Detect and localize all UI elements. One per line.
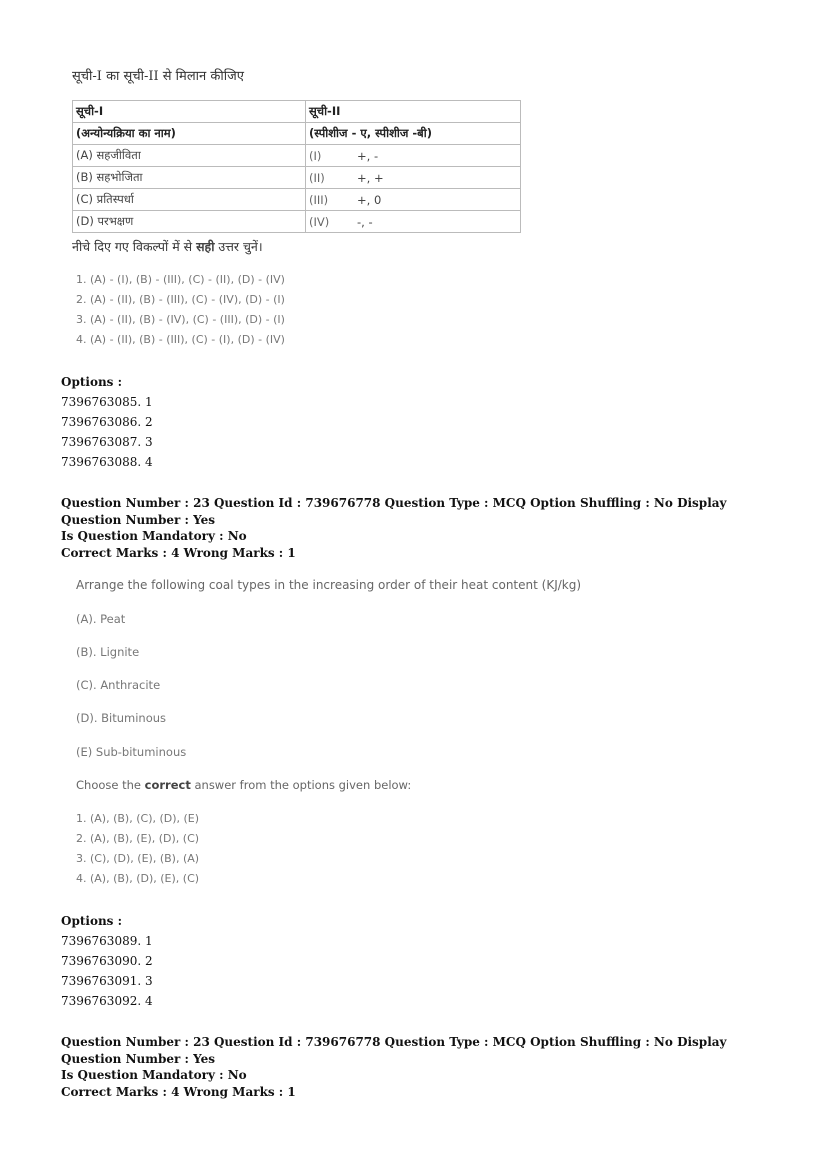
sign-value: +, 0 <box>357 192 382 207</box>
option-item: 7396763087. 3 <box>61 435 153 449</box>
table-row <box>73 167 521 189</box>
q23-instruction <box>76 778 411 792</box>
match-table <box>72 100 521 233</box>
answer-choice: 2. (A) - (II), (B) - (III), (C) - (IV), (D) - (I) <box>76 293 285 306</box>
instruction-text: उत्तर चुनें। <box>214 239 263 254</box>
instruction-text: answer from the options given below: <box>190 778 412 792</box>
table-header-cell: (अन्योन्यक्रिया का नाम) <box>73 123 306 145</box>
sign-value: +, + <box>357 170 384 185</box>
answer-choice: 4. (A), (B), (D), (E), (C) <box>76 872 200 885</box>
options-label: Options : <box>61 914 123 928</box>
table-cell: (A) सहजीविता <box>73 145 306 167</box>
meta-line: Question Number : 23 Question Id : 739676778 Question Type : MCQ Option Shuffling : No Display Question Number : Yes <box>61 1035 727 1066</box>
roman-numeral: (III) <box>309 192 329 207</box>
answer-choice: 3. (A) - (II), (B) - (IV), (C) - (III), (D) - (I) <box>76 313 285 326</box>
answer-choice: 1. (A), (B), (C), (D), (E) <box>76 812 200 825</box>
option-item: 7396763090. 2 <box>61 954 153 968</box>
table-cell <box>306 211 521 233</box>
q23-item: (D). Bituminous <box>76 711 167 725</box>
option-item: 7396763089. 1 <box>61 934 153 948</box>
option-item: 7396763088. 4 <box>61 455 153 469</box>
table-cell: (C) प्रतिस्पर्धा <box>73 189 306 211</box>
roman-numeral: (I) <box>309 148 322 163</box>
answer-choice: 1. (A) - (I), (B) - (III), (C) - (II), (D) - (IV) <box>76 273 285 286</box>
roman-numeral: (II) <box>309 170 325 185</box>
table-header-cell: सूची-I <box>73 101 306 123</box>
q23-options <box>61 911 153 1011</box>
option-item: 7396763091. 3 <box>61 974 153 988</box>
instruction-text: Choose the <box>76 778 145 792</box>
options-label: Options : <box>61 375 123 389</box>
q23-item: (E) Sub-bituminous <box>76 745 187 759</box>
q23-answer-list <box>76 809 199 889</box>
option-item: 7396763085. 1 <box>61 395 153 409</box>
instruction-bold: correct <box>144 778 191 792</box>
answer-choice: 2. (A), (B), (E), (D), (C) <box>76 832 200 845</box>
question-meta <box>61 1034 781 1100</box>
table-header-row <box>73 101 521 123</box>
q23-question-text: Arrange the following coal types in the increasing order of their heat content (KJ/kg) <box>76 578 582 592</box>
table-cell <box>306 189 521 211</box>
q22-options <box>61 372 153 472</box>
question-meta <box>61 495 781 561</box>
q22-answer-list <box>76 270 285 350</box>
table-row <box>73 211 521 233</box>
table-cell <box>306 145 521 167</box>
instruction-bold: सही <box>196 239 215 254</box>
answer-choice: 3. (C), (D), (E), (B), (A) <box>76 852 200 865</box>
meta-line: Question Number : 23 Question Id : 739676778 Question Type : MCQ Option Shuffling : No Display Question Number : Yes <box>61 496 727 527</box>
q23-item: (C). Anthracite <box>76 678 161 692</box>
table-row <box>73 145 521 167</box>
q23-item: (A). Peat <box>76 612 126 626</box>
roman-numeral: (IV) <box>309 214 330 229</box>
meta-line: Correct Marks : 4 Wrong Marks : 1 <box>61 1084 296 1099</box>
table-header-cell: सूची-II <box>306 101 521 123</box>
q22-title: सूची-I का सूची-II से मिलान कीजिए <box>72 69 244 84</box>
sign-value: -, - <box>357 214 373 229</box>
q22-instruction <box>72 238 263 255</box>
table-cell: (B) सहभोजिता <box>73 167 306 189</box>
option-item: 7396763086. 2 <box>61 415 153 429</box>
table-cell: (D) परभक्षण <box>73 211 306 233</box>
table-header-row <box>73 123 521 145</box>
sign-value: +, - <box>357 148 379 163</box>
meta-line: Is Question Mandatory : No <box>61 1068 247 1082</box>
instruction-text: नीचे दिए गए विकल्पों में से <box>72 239 197 254</box>
table-row <box>73 189 521 211</box>
table-header-cell: (स्पीशीज - ए, स्पीशीज -बी) <box>306 123 521 145</box>
meta-line: Is Question Mandatory : No <box>61 529 247 543</box>
option-item: 7396763092. 4 <box>61 994 153 1008</box>
q23-item: (B). Lignite <box>76 645 140 659</box>
table-cell <box>306 167 521 189</box>
meta-line: Correct Marks : 4 Wrong Marks : 1 <box>61 545 296 560</box>
answer-choice: 4. (A) - (II), (B) - (III), (C) - (I), (D) - (IV) <box>76 333 285 346</box>
